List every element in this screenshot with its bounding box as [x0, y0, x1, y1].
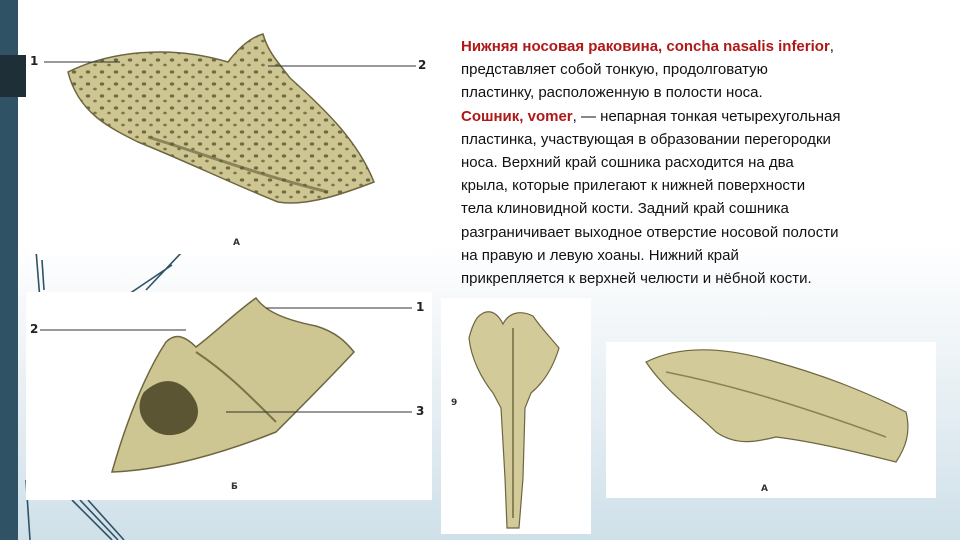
text-line: пластинку, расположенную в полости носа.: [461, 84, 763, 102]
label-3: 3: [416, 404, 425, 418]
figure-label: 9: [451, 398, 458, 408]
figure-vomer-side: [606, 342, 936, 498]
text-line: тела клиновидной кости. Задний край сошника: [461, 200, 789, 218]
vomer-side-illustration: [606, 342, 936, 498]
vomer-front-illustration: [441, 298, 591, 534]
figure-caption: А: [233, 238, 240, 248]
text-line: представляет собой тонкую, продолговатую: [461, 61, 768, 79]
text-line: прикрепляется к верхней челюсти и нёбной кости.: [461, 270, 812, 288]
text-line: пластинка, участвующая в образовании перегородки: [461, 130, 831, 148]
text-line: на правую и левую хоаны. Нижний край: [461, 246, 739, 264]
paragraph-vomer: [461, 105, 941, 291]
term-concha-tail: ,: [829, 38, 834, 55]
label-1: 1: [416, 300, 425, 314]
term-vomer: Сошник, vomer: [461, 107, 573, 125]
concha-b-illustration: [26, 292, 432, 500]
term-vomer-tail: , — непарная тонкая четырехугольная: [572, 107, 841, 125]
figure-caption: Б: [231, 482, 238, 492]
label-1: 1: [30, 54, 39, 68]
figure-concha-b: [26, 292, 432, 500]
text-line: разграничивает выходное отверстие носовой полости: [461, 223, 839, 241]
figure-vomer-front: [441, 298, 591, 534]
figure-concha-a: [28, 32, 432, 254]
label-2: 2: [30, 322, 39, 336]
text-line: крыла, которые прилегают к нижней поверхности: [461, 177, 806, 195]
term-concha: Нижняя носовая раковина, concha nasalis inferior: [461, 38, 830, 55]
figure-caption: А: [761, 484, 768, 494]
text-line: носа. Верхний край сошника расходится на два: [461, 154, 794, 172]
left-accent-block: [0, 55, 26, 97]
label-2: 2: [418, 58, 427, 72]
concha-a-illustration: [28, 32, 432, 254]
paragraph-concha: [461, 35, 941, 105]
description-text: [461, 35, 941, 290]
